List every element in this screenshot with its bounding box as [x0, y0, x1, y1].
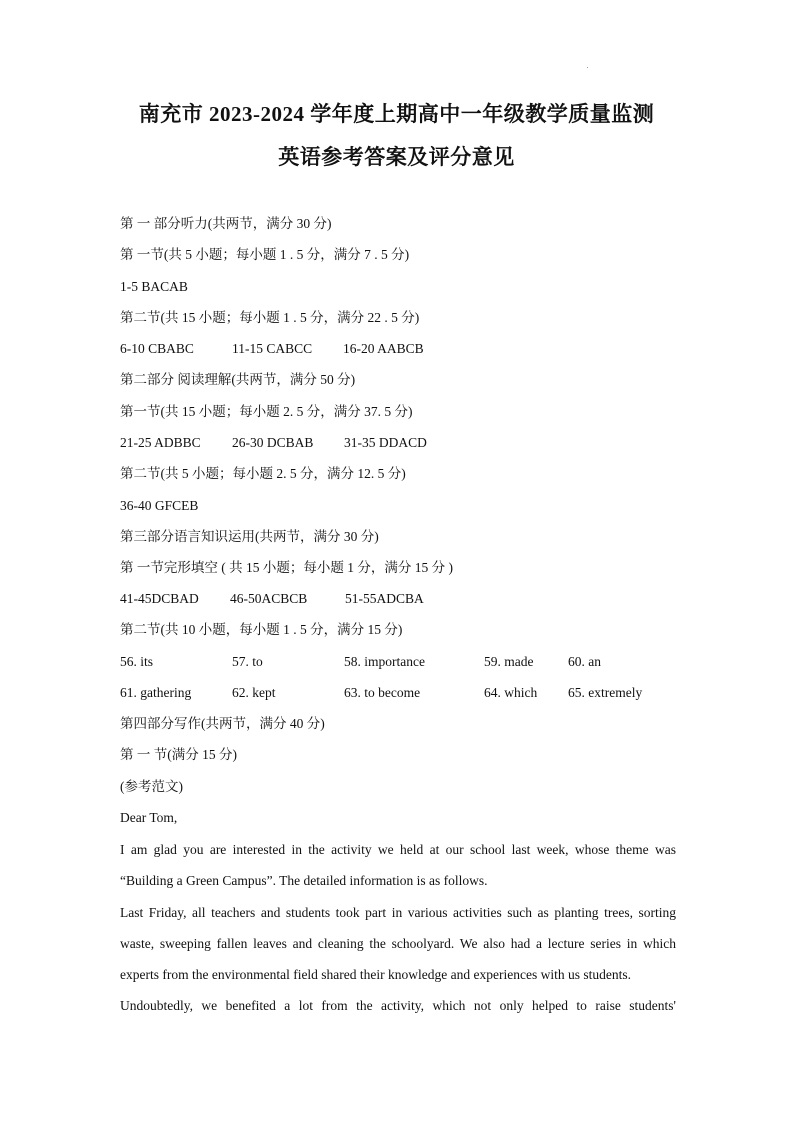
answer-group: 46-50ACBCB — [230, 591, 308, 606]
grammar-answer: 57. to — [232, 654, 263, 669]
part2-section1-heading: 第一节(共 15 小题；每小题 2. 5 分，满分 37. 5 分) — [120, 404, 413, 419]
part1-section2-heading: 第二节(共 15 小题；每小题 1 . 5 分，满分 22 . 5 分) — [120, 310, 420, 325]
answer-group: 26-30 DCBAB — [232, 435, 314, 450]
part4-heading: 第四部分写作(共两节，满分 40 分) — [120, 716, 325, 731]
grammar-answer: 60. an — [568, 654, 601, 669]
essay-paragraph-2 — [120, 897, 676, 991]
part3-heading: 第三部分语言知识运用(共两节，满分 30 分) — [120, 529, 379, 544]
essay-paragraph-1 — [120, 834, 676, 896]
grammar-answer: 62. kept — [232, 685, 276, 700]
essay-line: waste, sweeping fallen leaves and cleaning the schoolyard. We also had a lecture series in which — [120, 936, 676, 952]
essay-line: Last Friday, all teachers and students took part in various activities such as planting trees, sorting — [120, 905, 676, 920]
answer-group: 11-15 CABCC — [232, 341, 313, 356]
part2-section2-heading: 第二节(共 5 小题；每小题 2. 5 分，满分 12. 5 分) — [120, 466, 406, 481]
part1-section1-heading: 第 一节(共 5 小题；每小题 1 . 5 分，满分 7 . 5 分) — [120, 247, 410, 262]
essay-line: Undoubtedly, we benefited a lot from the activity, which not only helped to raise students' — [120, 998, 676, 1013]
part4-section1-heading: 第 一 节(满分 15 分) — [120, 747, 237, 762]
grammar-answer: 59. made — [484, 654, 534, 669]
grammar-answer: 58. importance — [344, 654, 425, 669]
grammar-answer: 56. its — [120, 654, 154, 669]
answer-group: 16-20 AABCB — [343, 341, 424, 356]
answer-group: 6-10 CBABC — [120, 341, 194, 356]
grammar-answer: 63. to become — [344, 685, 421, 700]
essay-line: experts from the environmental field shared their knowledge and experiences with us students. — [120, 967, 631, 983]
grammar-answer: 64. which — [484, 685, 538, 700]
answer-group: 31-35 DDACD — [344, 435, 427, 450]
part3-section2-heading: 第二节(共 10 小题，每小题 1 . 5 分，满分 15 分) — [120, 622, 403, 637]
sample-essay-label: (参考范文) — [120, 779, 183, 794]
essay-line: “Building a Green Campus”. The detailed information is as follows. — [120, 873, 488, 889]
document-subtitle: 英语参考答案及评分意见 — [278, 145, 515, 169]
part1-section1-answers: 1-5 BACAB — [120, 279, 188, 294]
part2-section2-answers: 36-40 GFCEB — [120, 498, 199, 513]
answer-group: 51-55ADCBA — [345, 591, 424, 606]
scan-speck — [587, 67, 588, 68]
answer-group: 21-25 ADBBC — [120, 435, 201, 450]
part1-heading: 第 一 部分听力(共两节，满分 30 分) — [120, 216, 332, 231]
document-title: 南充市 2023-2024 学年度上期高中一年级教学质量监测 — [138, 102, 655, 126]
answer-group: 41-45DCBAD — [120, 591, 199, 606]
essay-paragraph-3 — [120, 990, 676, 1021]
letter-greeting: Dear Tom, — [120, 810, 178, 825]
grammar-answer: 65. extremely — [568, 685, 643, 700]
essay-line: I am glad you are interested in the activity we held at our school last week, whose theme was — [120, 842, 676, 857]
part2-heading: 第二部分 阅读理解(共两节，满分 50 分) — [120, 372, 356, 387]
part3-section1-heading: 第 一节完形填空 ( 共 15 小题；每小题 1 分，满分 15 分 ) — [120, 560, 453, 575]
grammar-answer: 61. gathering — [120, 685, 192, 700]
